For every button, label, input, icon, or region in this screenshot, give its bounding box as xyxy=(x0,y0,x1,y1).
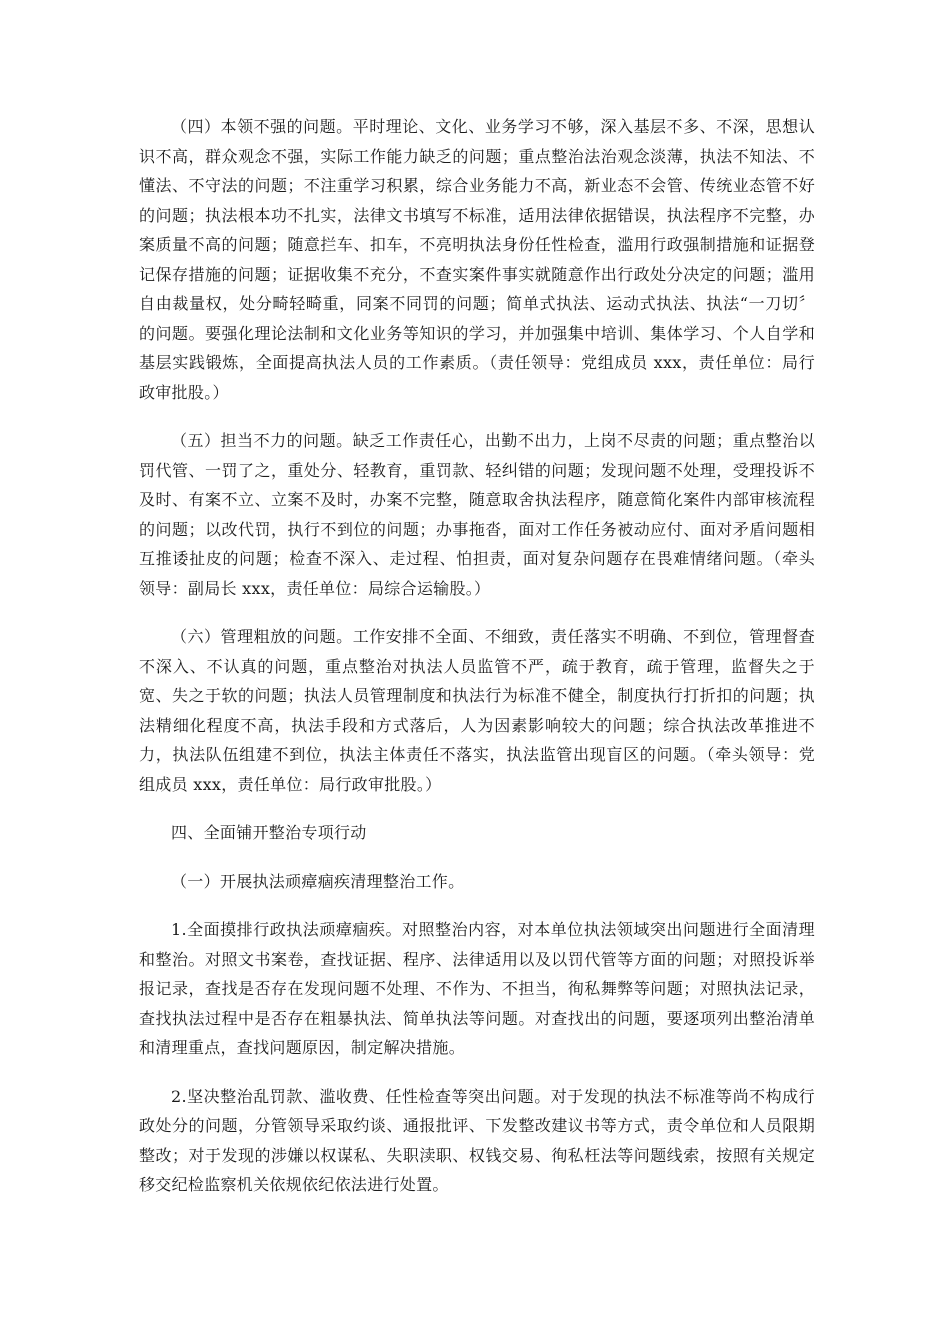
numbered-item-1: 1.全面摸排行政执法顽瘴痼疾。对照整治内容，对本单位执法领域突出问题进行全面清理和整治。对照文书案卷，查找证据、程序、法律适用以及以罚代管等方面的问题；对照投诉举报记录，查找是否存在发现问题不处理、不作为、不担当，徇私舞弊等问题；对照执法记录，查找执法过程中是否存在粗暴执法、简单执法等问题。对查找出的问题，要逐项列出整治清单和清理重点，查找问题原因，制定解决措施。 xyxy=(139,920,815,1057)
paragraph-item-6: （六）管理粗放的问题。工作安排不全面、不细致，责任落实不明确、不到位，管理督查不深入、不认真的问题，重点整治对执法人员监管不严，疏于教育，疏于管理，监督失之于宽、失之于软的问题；执法人员管理制度和执法行为标准不健全，制度执行打折扣的问题；执法精细化程度不高，执法手段和方式落后，人为因素影响较大的问题；综合执法改革推进不力，执法队伍组建不到位，执法主体责任不落实，执法监管出现盲区的问题。（牵头领导：党组成员 xxx，责任单位：局行政审批股。） xyxy=(139,627,815,794)
paragraph-item-4: （四）本领不强的问题。平时理论、文化、业务学习不够，深入基层不多、不深，思想认识不高，群众观念不强，实际工作能力缺乏的问题；重点整治法治观念淡薄，执法不知法、不懂法、不守法的问题；不注重学习积累，综合业务能力不高，新业态不会管、传统业态管不好的问题；执法根本功不扎实，法律文书填写不标准，适用法律依据错误，执法程序不完整，办案质量不高的问题；随意拦车、扣车，不亮明执法身份任性检查，滥用行政强制措施和证据登记保存措施的问题；证据收集不充分，不查实案件事实就随意作出行政处分决定的问题；滥用自由裁量权，处分畸轻畸重，同案不同罚的问题；简单式执法、运动式执法、执法“一刀切〞的问题。要强化理论法制和文化业务等知识的学习，并加强集中培训、集体学习、个人自学和基层实践锻炼，全面提高执法人员的工作素质。（责任领导：党组成员 xxx，责任单位：局行政审批股。） xyxy=(139,117,815,402)
document-body xyxy=(139,112,815,1219)
numbered-item-2: 2.坚决整治乱罚款、滥收费、任性检查等突出问题。对于发现的执法不标准等尚不构成行政处分的问题，分管领导采取约谈、通报批评、下发整改建议书等方式，责令单位和人员限期整改；对于发现的涉嫌以权谋私、失职渎职、权钱交易、徇私枉法等问题线索，按照有关规定移交纪检监察机关依规依纪依法进行处置。 xyxy=(139,1086,815,1194)
section-heading: 四、全面铺开整治专项行动 xyxy=(171,823,367,842)
paragraph-item-5: （五）担当不力的问题。缺乏工作责任心，出勤不出力，上岗不尽责的问题；重点整治以罚代管、一罚了之，重处分、轻教育，重罚款、轻纠错的问题；发现问题不处理，受理投诉不及时、有案不立、立案不及时，办案不完整，随意取舍执法程序，随意简化案件内部审核流程的问题；以改代罚，执行不到位的问题；办事拖沓，面对工作任务被动应付、面对矛盾问题相互推诿扯皮的问题；检查不深入、走过程、怕担责，面对复杂问题存在畏难情绪问题。（牵头领导：副局长 xxx，责任单位：局综合运输股。） xyxy=(139,431,815,598)
sub-heading: （一）开展执法顽瘴痼疾清理整治工作。 xyxy=(171,871,465,891)
